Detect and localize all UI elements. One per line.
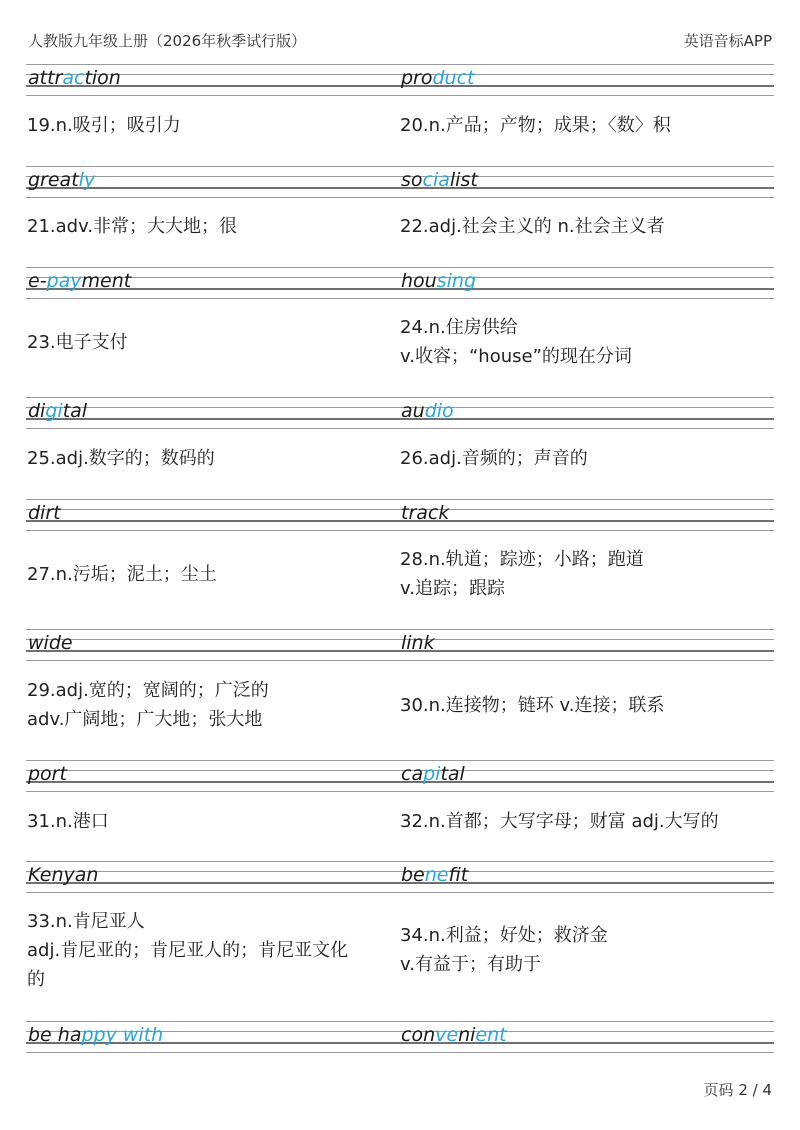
guide-line: [26, 298, 774, 299]
guide-line: [26, 197, 774, 198]
guide-line: [26, 187, 774, 189]
word-segment: tal: [440, 763, 465, 785]
word-highlight: ppy with: [81, 1024, 164, 1046]
word-highlight: duct: [432, 67, 475, 89]
definition-line: adj.肯尼亚的；肯尼亚人的；肯尼亚文化: [27, 939, 349, 961]
definition-line: 33.n.肯尼亚人: [27, 910, 145, 932]
vocab-definition: [400, 921, 760, 979]
guide-line: [26, 650, 774, 652]
word-segment: track: [401, 502, 450, 524]
definition-line: v.收容；“house”的现在分词: [400, 346, 632, 367]
word-segment: au: [401, 400, 425, 422]
vocab-word: [28, 632, 73, 654]
vocab-definition: [27, 907, 387, 994]
word-segment: port: [28, 763, 67, 785]
vocab-word: [28, 169, 95, 191]
word-segment: be: [401, 864, 425, 886]
word-segment: list: [449, 169, 478, 191]
guide-line: [26, 176, 774, 177]
vocab-word: [401, 67, 475, 89]
word-segment: tal: [62, 400, 88, 422]
guide-line: [26, 288, 774, 290]
vocab-definition: [400, 313, 760, 371]
guide-line: [26, 760, 774, 761]
definition-line: 20.n.产品；产物；成果；〈数〉积: [400, 114, 671, 136]
definition-line: 25.adj.数字的；数码的: [27, 447, 215, 469]
vocab-definition: [27, 328, 387, 357]
word-segment: dirt: [28, 502, 61, 524]
guide-line: [26, 781, 774, 783]
writing-lines: [26, 499, 774, 537]
vocab-word: [401, 864, 468, 886]
writing-lines: [26, 629, 774, 667]
word-segment: Kenyan: [28, 864, 99, 886]
guide-line: [26, 871, 774, 872]
writing-lines: [26, 166, 774, 204]
definition-line: 28.n.轨道；踪迹；小路；跑道: [400, 549, 644, 570]
guide-line: [26, 74, 774, 75]
vocab-definition: [27, 676, 387, 734]
definition-line: v.追踪；跟踪: [400, 578, 505, 599]
guide-line: [26, 428, 774, 429]
vocab-definition: [27, 807, 387, 836]
definition-line: 19.n.吸引；吸引力: [27, 114, 181, 136]
vocab-word: [401, 763, 465, 785]
word-segment: great: [28, 169, 79, 191]
vocab-word: [401, 400, 454, 422]
guide-line: [26, 397, 774, 398]
definition-line: 31.n.港口: [27, 810, 109, 832]
guide-line: [26, 95, 774, 96]
definition-line: 21.adv.非常；大大地；很: [27, 215, 238, 237]
guide-line: [26, 639, 774, 640]
word-segment: e-: [28, 270, 47, 292]
guide-line: [26, 407, 774, 408]
word-segment: fit: [448, 864, 469, 886]
definition-line: 29.adj.宽的；宽阔的；广泛的: [27, 680, 269, 701]
vocab-word: [401, 502, 449, 524]
definition-line: 32.n.首都；大写字母；财富 adj.大写的: [400, 810, 719, 832]
guide-line: [26, 267, 774, 268]
guide-line: [26, 1021, 774, 1022]
word-highlight: ac: [62, 67, 85, 89]
word-segment: ment: [81, 270, 132, 292]
header-app-name: 英语音标APP: [683, 32, 772, 50]
writing-lines: [26, 397, 774, 435]
writing-lines: [26, 267, 774, 305]
writing-lines: [26, 64, 774, 102]
word-highlight: cia: [422, 169, 450, 191]
word-segment: attr: [28, 67, 63, 89]
word-highlight: gi: [45, 400, 63, 422]
vocab-word: [28, 864, 98, 886]
word-highlight: pi: [423, 763, 441, 785]
guide-line: [26, 530, 774, 531]
word-segment: hou: [401, 270, 437, 292]
writing-lines: [26, 861, 774, 899]
vocab-word: [28, 502, 61, 524]
definition-line: 23.电子支付: [27, 331, 128, 353]
vocab-definition: [400, 111, 760, 140]
guide-line: [26, 520, 774, 522]
vocab-word: [28, 400, 87, 422]
vocab-word: [401, 169, 478, 191]
guide-line: [26, 64, 774, 65]
word-highlight: pay: [46, 270, 82, 292]
word-highlight: ly: [78, 169, 96, 191]
guide-line: [26, 1052, 774, 1053]
definition-line: 30.n.连接物；链环 v.连接；联系: [400, 694, 665, 716]
definition-line: 24.n.住房供给: [400, 317, 518, 338]
vocab-definition: [400, 545, 760, 603]
vocab-word: [28, 1024, 163, 1046]
guide-line: [26, 861, 774, 862]
guide-line: [26, 499, 774, 500]
header-title: 人教版九年级上册（2026年秋季试行版）: [28, 32, 307, 50]
word-segment: so: [401, 169, 423, 191]
word-highlight: ve: [435, 1024, 459, 1046]
word-segment: tion: [84, 67, 121, 89]
vocab-word: [401, 632, 435, 654]
guide-line: [26, 509, 774, 510]
definition-line: 的: [27, 968, 45, 990]
vocab-word: [401, 270, 476, 292]
vocab-definition: [27, 111, 387, 140]
definition-line: 34.n.利益；好处；救济金: [400, 925, 608, 946]
vocab-word: [28, 763, 67, 785]
definition-line: 27.n.污垢；泥土；尘土: [27, 563, 217, 585]
word-segment: ca: [401, 763, 424, 785]
word-highlight: dio: [424, 400, 454, 422]
guide-line: [26, 770, 774, 771]
vocab-definition: [27, 560, 387, 589]
word-segment: wide: [28, 632, 73, 654]
word-segment: con: [401, 1024, 436, 1046]
guide-line: [26, 660, 774, 661]
vocab-word: [28, 67, 121, 89]
vocab-definition: [400, 691, 760, 720]
word-segment: link: [401, 632, 435, 654]
word-highlight: sing: [436, 270, 476, 292]
guide-line: [26, 892, 774, 893]
vocab-word: [401, 1024, 507, 1046]
vocab-word: [28, 270, 131, 292]
guide-line: [26, 882, 774, 884]
guide-line: [26, 277, 774, 278]
word-segment: ni: [458, 1024, 476, 1046]
vocab-definition: [27, 444, 387, 473]
definition-line: 26.adj.音频的；声音的: [400, 447, 588, 469]
vocab-definition: [400, 807, 760, 836]
definition-line: adv.广阔地；广大地；张大地: [27, 709, 263, 730]
vocab-definition: [27, 212, 387, 241]
word-highlight: ne: [424, 864, 449, 886]
definition-line: 22.adj.社会主义的 n.社会主义者: [400, 215, 665, 237]
guide-line: [26, 418, 774, 420]
guide-line: [26, 85, 774, 87]
guide-line: [26, 166, 774, 167]
guide-line: [26, 791, 774, 792]
guide-line: [26, 629, 774, 630]
vocab-definition: [400, 212, 760, 241]
word-highlight: ent: [475, 1024, 507, 1046]
page-number: 页码 2 / 4: [703, 1081, 772, 1099]
word-segment: pro: [401, 67, 433, 89]
definition-line: v.有益于；有助于: [400, 954, 541, 975]
writing-lines: [26, 760, 774, 798]
vocab-definition: [400, 444, 760, 473]
word-segment: di: [28, 400, 46, 422]
word-segment: be ha: [28, 1024, 82, 1046]
